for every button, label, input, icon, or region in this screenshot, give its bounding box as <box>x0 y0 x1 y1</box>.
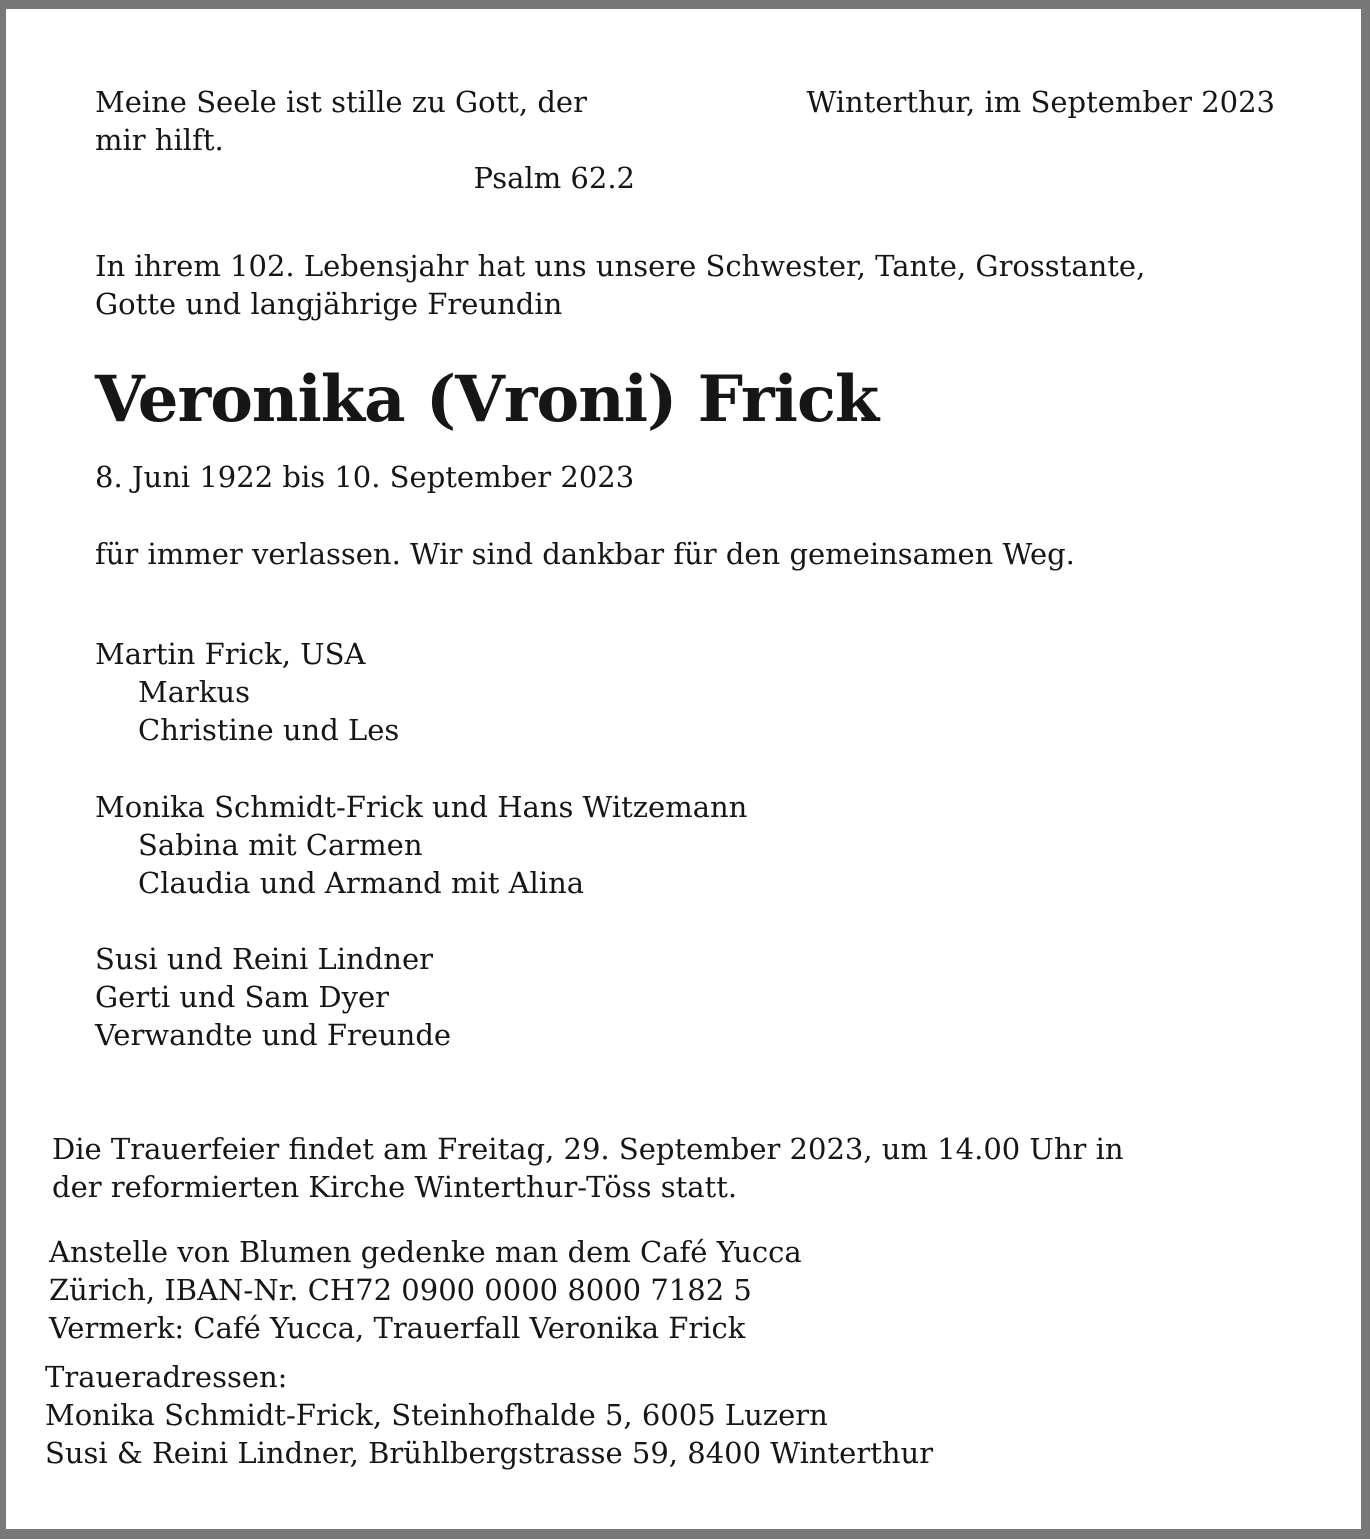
mourner-group <box>95 635 399 749</box>
mourner-group <box>95 788 747 902</box>
bible-quote-text: Meine Seele ist stille zu Gott, der mir hilft. <box>95 85 587 157</box>
funeral-service-info <box>52 1130 1124 1206</box>
mourner-name: Martin Frick, USA <box>95 637 366 671</box>
donation-line: Zürich, IBAN-Nr. CH72 0900 0000 8000 7182 5 <box>49 1273 752 1307</box>
mourner-sub-name: Claudia und Armand mit Alina <box>138 866 585 900</box>
mourner-group <box>95 940 451 1054</box>
farewell-text: für immer verlassen. Wir sind dankbar für den gemeinsamen Weg. <box>95 537 1075 571</box>
intro-paragraph <box>95 247 1145 323</box>
mourner-sub-name: Christine und Les <box>138 713 400 747</box>
mourner-name: Susi und Reini Lindner <box>95 942 433 976</box>
intro-line: In ihrem 102. Lebensjahr hat uns unsere Schwester, Tante, Grosstante, <box>95 249 1146 283</box>
mourning-address-line: Monika Schmidt-Frick, Steinhofhalde 5, 6005 Luzern <box>45 1398 828 1432</box>
place-dateline: Winterthur, im September 2023 <box>806 85 1275 119</box>
mourning-addresses-label: Traueradressen: <box>45 1360 288 1394</box>
mourning-address-line: Susi & Reini Lindner, Brühlbergstrasse 59, 8400 Winterthur <box>45 1436 934 1470</box>
donation-info <box>49 1233 802 1347</box>
life-dates: 8. Juni 1922 bis 10. September 2023 <box>95 460 635 494</box>
funeral-service-line: der reformierten Kirche Winterthur-Töss statt. <box>52 1170 738 1204</box>
mourner-name: Verwandte und Freunde <box>95 1018 452 1052</box>
mourner-sub-name: Markus <box>138 675 250 709</box>
intro-line: Gotte und langjährige Freundin <box>95 287 563 321</box>
mourner-name: Gerti und Sam Dyer <box>95 980 390 1014</box>
donation-line: Anstelle von Blumen gedenke man dem Café Yucca <box>49 1235 802 1269</box>
mourning-addresses <box>45 1358 933 1472</box>
mourner-name: Monika Schmidt-Frick und Hans Witzemann <box>95 790 748 824</box>
header-row <box>95 83 1275 197</box>
donation-line: Vermerk: Café Yucca, Trauerfall Veronika Frick <box>49 1311 746 1345</box>
mourner-sub-name: Sabina mit Carmen <box>138 828 423 862</box>
bible-quote-attribution: Psalm 62.2 <box>473 161 635 195</box>
funeral-service-line: Die Trauerfeier findet am Freitag, 29. September 2023, um 14.00 Uhr in <box>52 1132 1124 1166</box>
deceased-name: Veronika (Vroni) Frick <box>95 362 879 437</box>
bible-quote-block <box>95 83 635 197</box>
